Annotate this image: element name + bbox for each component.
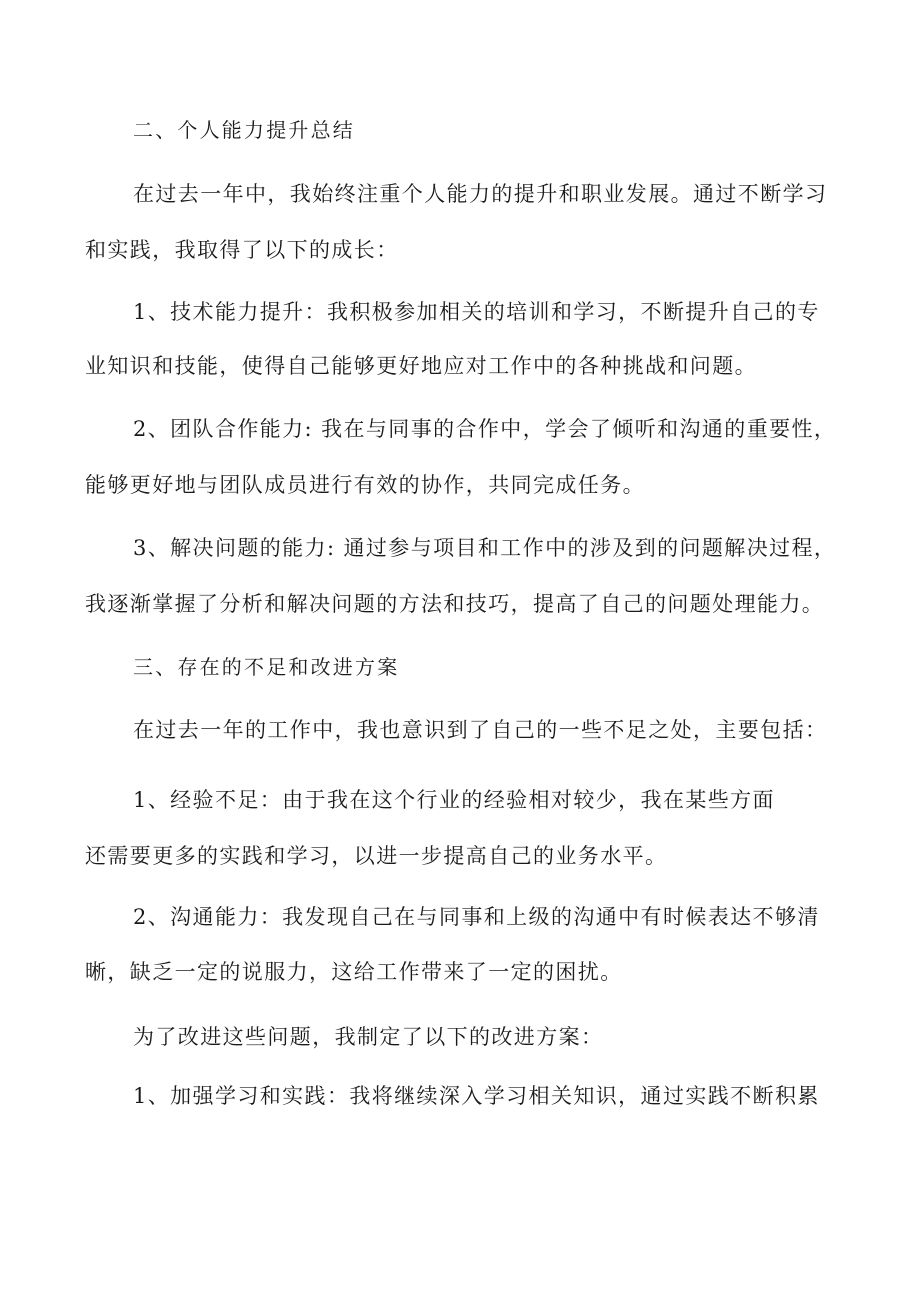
growth-item-technical-line-2: 业知识和技能，使得自己能够更好地应对工作中的各种挑战和问题。 [85, 354, 757, 378]
improvement-intro: 为了改进这些问题，我制定了以下的改进方案： [133, 1025, 604, 1049]
shortcomings-intro: 在过去一年的工作中，我也意识到了自己的一些不足之处，主要包括： [133, 718, 828, 742]
section-intro-line-1: 在过去一年中，我始终注重个人能力的提升和职业发展。通过不断学习 [133, 182, 828, 206]
shortcoming-communication-line-2: 晰，缺乏一定的说服力，这给工作带来了一定的困扰。 [85, 960, 623, 984]
growth-item-problem-solving-line-1: 3、解决问题的能力: 通过参与项目和工作中的涉及到的问题解决过程， [133, 536, 837, 560]
shortcoming-communication-line-1: 2、沟通能力：我发现自己在与同事和上级的沟通中有时候表达不够清 [133, 905, 820, 929]
growth-item-problem-solving-line-2: 我逐渐掌握了分析和解决问题的方法和技巧，提高了自己的问题处理能力。 [85, 592, 825, 616]
growth-item-teamwork-line-1: 2、团队合作能力: 我在与同事的合作中，学会了倾听和沟通的重要性， [133, 417, 837, 441]
section-intro-line-2: 和实践，我取得了以下的成长： [85, 238, 399, 262]
improvement-learning-line-1: 1、加强学习和实践：我将继续深入学习相关知识，通过实践不断积累 [133, 1084, 820, 1108]
growth-item-technical-line-1: 1、技术能力提升：我积极参加相关的培训和学习，不断提升自己的专 [133, 300, 820, 324]
section-heading-personal-growth: 二、个人能力提升总结 [133, 118, 355, 142]
section-heading-shortcomings: 三、存在的不足和改进方案 [133, 655, 400, 679]
shortcoming-experience-line-2: 还需要更多的实践和学习，以进一步提高自己的业务水平。 [85, 844, 668, 868]
growth-item-teamwork-line-2: 能够更好地与团队成员进行有效的协作，共同完成任务。 [85, 473, 645, 497]
shortcoming-experience-line-1: 1、经验不足：由于我在这个行业的经验相对较少，我在某些方面 [133, 788, 775, 812]
